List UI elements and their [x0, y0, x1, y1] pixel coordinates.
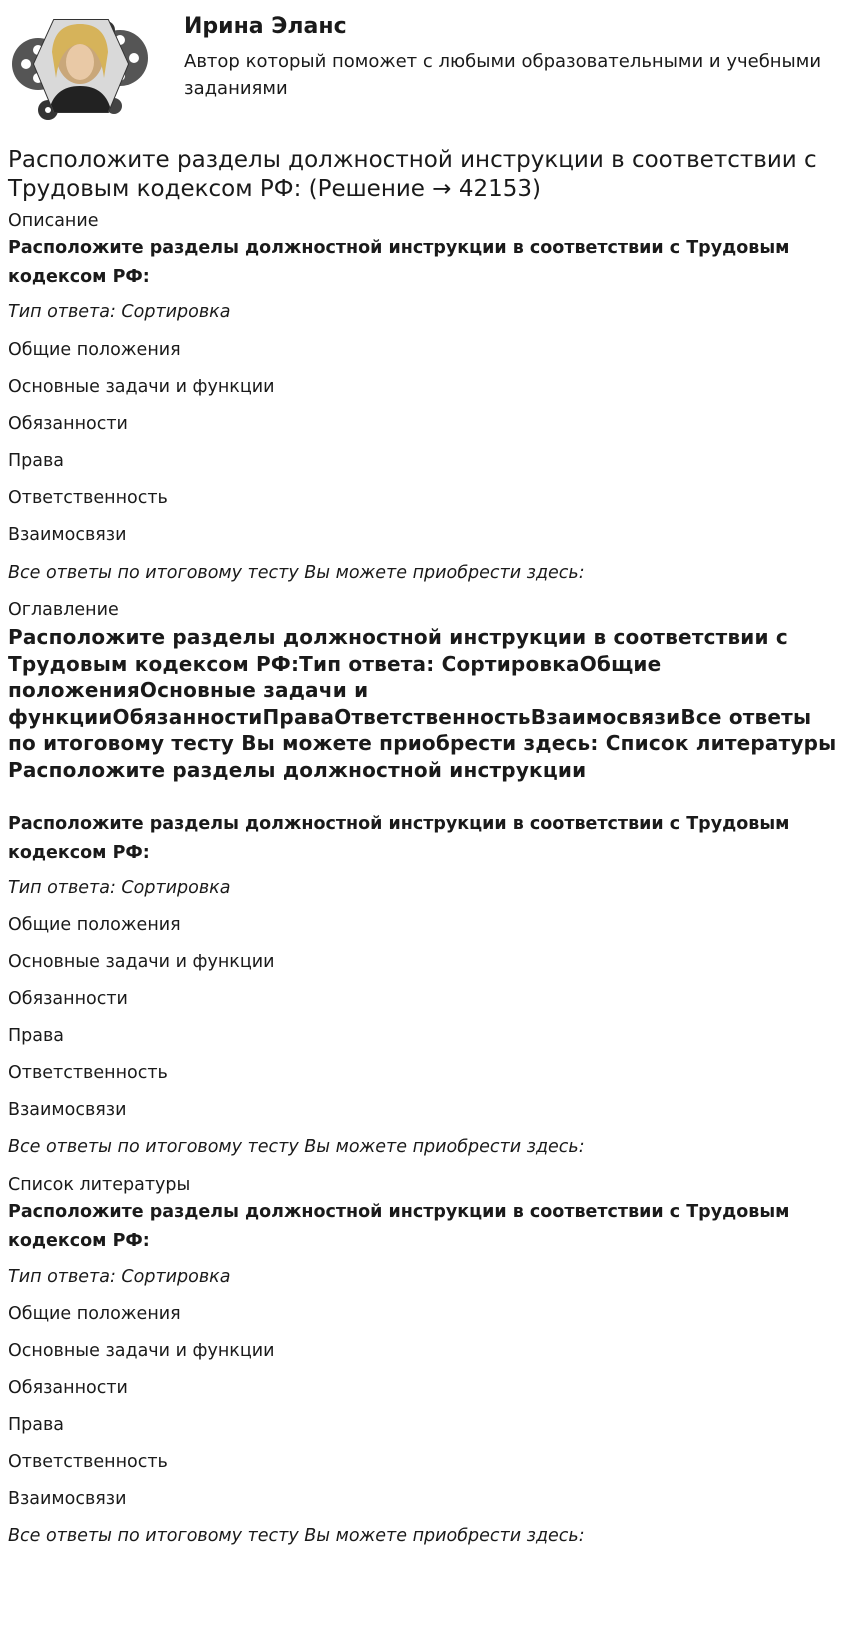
author-card	[0, 0, 847, 130]
list-item: Обязанности	[8, 414, 128, 434]
question-text: Расположите разделы должностной инструкции в соответствии с Трудовым кодексом РФ:	[8, 1202, 790, 1251]
author-avatar[interactable]	[8, 6, 150, 124]
list-item: Взаимосвязи	[8, 1100, 127, 1120]
toc-text: Расположите разделы должностной инструкции в соответствии с Трудовым кодексом РФ:Тип ответа: СортировкаОбщие положенияОсновные задачи и функцииОбязанностиПраваОтветственностьВзаимосвязиВсе ответы по итоговому тесту Вы можете приобрести здесь: Список литературы Расположите разделы должностной инструкции	[8, 625, 837, 782]
list-item: Взаимосвязи	[8, 1489, 127, 1509]
list-item: Общие положения	[8, 340, 181, 360]
list-item: Обязанности	[8, 1378, 128, 1398]
list-item: Права	[8, 1415, 65, 1435]
author-description: Автор который поможет с любыми образовательными и учебными заданиями	[184, 51, 822, 99]
list-item: Ответственность	[8, 1452, 168, 1472]
question-text: Расположите разделы должностной инструкции в соответствии с Трудовым кодексом РФ:	[8, 814, 790, 863]
purchase-note: Все ответы по итоговому тесту Вы можете приобрести здесь:	[8, 1137, 585, 1157]
list-item: Ответственность	[8, 1063, 168, 1083]
answer-type: Тип ответа: Сортировка	[8, 1267, 231, 1287]
answer-type: Тип ответа: Сортировка	[8, 878, 231, 898]
list-item: Обязанности	[8, 989, 128, 1009]
list-item: Основные задачи и функции	[8, 952, 275, 972]
list-item: Общие положения	[8, 915, 181, 935]
list-item: Права	[8, 1026, 65, 1046]
section-label-literature: Список литературы	[8, 1175, 191, 1195]
purchase-note: Все ответы по итоговому тесту Вы можете приобрести здесь:	[8, 1526, 585, 1546]
page-title: Расположите разделы должностной инструкции в соответствии с Трудовым кодексом РФ: (Решение → 42153)	[8, 147, 817, 202]
list-item: Основные задачи и функции	[8, 377, 275, 397]
list-item: Общие положения	[8, 1304, 181, 1324]
list-item: Ответственность	[8, 488, 168, 508]
purchase-note: Все ответы по итоговому тесту Вы можете приобрести здесь:	[8, 563, 585, 583]
section-label-toc: Оглавление	[8, 600, 119, 620]
list-item: Взаимосвязи	[8, 525, 127, 545]
section-label-description: Описание	[8, 211, 99, 231]
question-text: Расположите разделы должностной инструкции в соответствии с Трудовым кодексом РФ:	[8, 238, 790, 287]
answer-type: Тип ответа: Сортировка	[8, 302, 231, 322]
list-item: Основные задачи и функции	[8, 1341, 275, 1361]
author-name[interactable]: Ирина Эланс	[184, 14, 347, 39]
list-item: Права	[8, 451, 65, 471]
